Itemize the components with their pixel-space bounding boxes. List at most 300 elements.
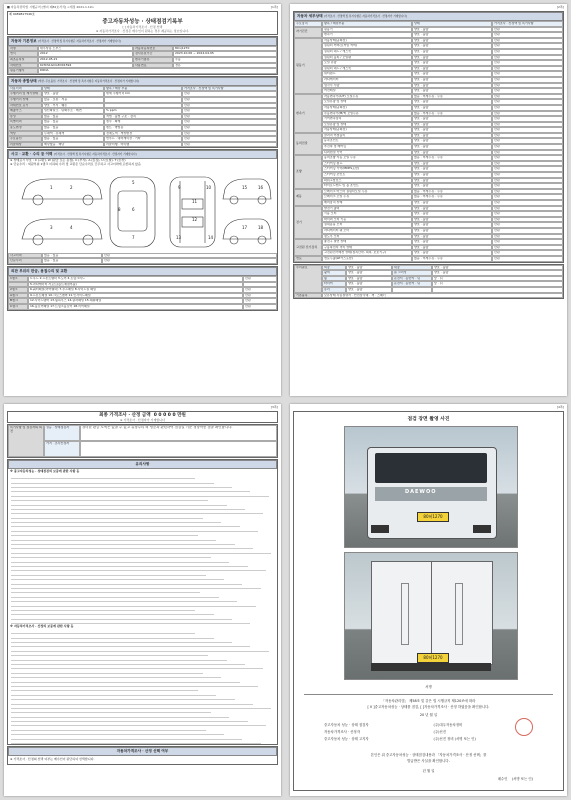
detail-item: 충전구 절연 상태 (322, 239, 412, 245)
detail-item: 디퍼렌셜 기어 (322, 150, 412, 156)
repair-table: 수리필요 외장 양호 · 불량 내장 양호 · 불량 광택 양호 · 불량 룸 크리닝 양호 · 불량 휠 양호 · 불량 운전석 · 동반석 · 뒤 앞 · 뒤 타이어 양호 · 불량 운전석 · 동반석 · 뒤 앞 · 뒤 유리 양호 · 불량 기본품목 보유상태 사용설명서 · 안전삼각대 · 잭 · 스패너 (294, 265, 563, 299)
state-status: 일산화탄소 · 탄화수소 · 매연 (42, 108, 104, 114)
detail-price: 만원 (492, 133, 563, 139)
rank-price: 만원 (243, 304, 277, 310)
detail-item: 오일유량 및 상태 (322, 99, 412, 105)
detail-group-name: 변속기 (294, 94, 322, 133)
accident-legend: ※ 상태표시 부호 : X (교환), W (판금 또는 용접), C (부식), A (흠집), U (요철), T (손상) (10, 158, 126, 163)
signer-row (324, 729, 543, 736)
detail-group (294, 206, 563, 240)
part-number-label: 17 (242, 224, 248, 230)
remarks-table: 특기사항 및 점검자의 의견 성능 · 상태점검자 경미한 판금 도색은 있을 수 있고 유상수리 외 성능과 관련하여 점검일 기준 정상작동 점을 확인합니다. 가격 · 조사산정자 (8, 425, 277, 457)
detail-status: 양호 · 불량 (412, 105, 492, 111)
state-item: 주행거리 상태 (8, 97, 42, 103)
rank-price: 만원 (243, 276, 277, 282)
detail-item: 발전기 출력 (322, 206, 412, 212)
detail-status: 양호 · 불량 (412, 60, 492, 66)
detail-status: 양호 · 불량 (412, 27, 492, 33)
part-number-label: 5 (132, 179, 135, 185)
detail-item: 작동상태(공회전) (322, 127, 412, 133)
inspector-remarks: 경미한 판금 도색은 있을 수 있고 유상수리 외 성능과 관련하여 점검일 기준 정상작동 점을 확인합니다. (80, 425, 277, 441)
page-3-sheet (4, 404, 281, 796)
detail-status: 양호 · 불량 (412, 38, 492, 44)
detail-status: 양호 · 불량 (412, 245, 492, 251)
detail-price: 만원 (492, 83, 563, 89)
detail-item: 작동상태(공회전) (322, 38, 412, 44)
detail-status: 양호 · 불량 (412, 150, 492, 156)
detail-item: 라디에이터 팬 모터 (322, 228, 412, 234)
detail-item: 커먼레일 (322, 88, 412, 94)
detail-status: 없음 · 미세누유 · 누유 (412, 155, 492, 161)
state-price: 만원 (182, 142, 277, 148)
state-detail: 현재 주행거리 km (104, 91, 182, 97)
detail-status: 양호 · 불량 (412, 206, 492, 212)
section-overall-state: 자동차 종합상태 (색상, 주요옵션, 가격조사 · 산정액 및 특기사항은 자동차가격조사 · 산정자가 기재합니다) (8, 77, 277, 86)
final-price-title: 최종 가격조사 · 산정 금액 0 0 0 0 0 만원 (99, 413, 186, 418)
rank-label: 2랭크 (8, 287, 28, 293)
detail-item: 브레이크 마스터 실린더오일 누유 (322, 189, 412, 195)
truck-brand-text: DAEWOO (405, 489, 437, 495)
detail-price: 만원 (492, 105, 563, 111)
rank-price: 만원 (243, 293, 277, 299)
detail-status: 양호 · 불량 (412, 66, 492, 72)
detail-status: 양호 · 불량 (412, 183, 492, 189)
detail-group-items (322, 27, 563, 38)
repair-cell: 양호 · 불량 (346, 265, 392, 271)
repair-cell: 앞 · 뒤 (432, 276, 563, 282)
part-number-label: 7 (132, 234, 135, 240)
accident-summary: 사고이력 없음 · 있음 만원 단순수리 없음 · 있음 만원 (8, 253, 277, 264)
detail-state-header: 주요장치 항목 / 해당부품 상태 가격조사 · 산정액 및 특기사항 (294, 21, 563, 27)
detail-price: 만원 (492, 43, 563, 49)
detail-status: 양호 · 불량 (412, 133, 492, 139)
detail-status: 양호 · 불량 (412, 127, 492, 133)
state-detail: 적법 · 불법 구조 · 장치 (104, 114, 182, 120)
section-exchange: 외판 부위의 판금, 용접수리 및 교환 (8, 267, 277, 276)
detail-status: 양호 · 불량 (412, 222, 492, 228)
repair-cell: 양호 · 불량 (346, 287, 392, 293)
detail-group (294, 239, 563, 256)
detail-price: 만원 (492, 94, 563, 100)
detail-price: 만원 (492, 77, 563, 83)
detail-item: 파워고압호스 (322, 178, 412, 184)
car-diagram-svg (10, 169, 275, 251)
detail-status: 양호 · 불량 (412, 83, 492, 89)
detail-group (294, 155, 563, 189)
detail-item: 자동변속기(A/T) 오일누유 (322, 94, 412, 100)
detail-status: 양호 · 불량 (412, 122, 492, 128)
receipt-line-2: 발급받은 사실을 확인합니다. (407, 759, 450, 763)
page-number: [4쪽] (556, 405, 564, 409)
detail-item: 냉각수 수량 (322, 83, 412, 89)
detail-price: 만원 (492, 183, 563, 189)
detail-price: 만원 (492, 122, 563, 128)
detail-item-row (322, 256, 563, 262)
part-number-label: 4 (70, 224, 73, 230)
statement-line-1: 「자동차관리법」 제58조 및 같은 법 시행규칙 제120조에 따라 (381, 699, 476, 703)
detail-status: 양호 · 불량 (412, 49, 492, 55)
detail-group-items (322, 94, 563, 133)
detail-price: 만원 (492, 194, 563, 200)
receipt-date: 년 월 일 (422, 769, 435, 773)
detail-group-items (322, 189, 563, 206)
basic-info-table: 차명 대우상용 노부스 자동차등록번호 80허1270 연식 2012 검사유효기간 2023.10.06 ~ 2024.04.05 최초등록일 2012-05-21 변속기종류 수동 차대번호 KLTCS1GCG3D01594 사용연료 경유 원동기형식 D6DA (8, 46, 277, 74)
detail-price: 만원 (492, 150, 563, 156)
state-status: 없음 · 있음 (42, 136, 104, 142)
footer-text: ※ 가격조사 · 산정의 선택 여부는 매수인이 판단하여 선택합니다. (10, 757, 95, 762)
detail-item: 클러치 어셈블리 (322, 133, 412, 139)
detail-status: 양호 · 불량 (412, 71, 492, 77)
page-4-header (290, 404, 567, 410)
notice-text-line (11, 740, 261, 744)
rank-parts: 16.플로어패널 17.트렁크플로어 18.리어패널 (28, 304, 243, 310)
state-status: 없음 · 있음 (42, 125, 104, 131)
detail-status: 양호 · 불량 (412, 55, 492, 61)
part-number-label: 9 (178, 184, 181, 190)
detail-status: 없음 · 미세누유 · 누유 (412, 94, 492, 100)
detail-status: 양호 · 불량 (412, 32, 492, 38)
rank-label: 1랭크 (8, 276, 28, 282)
part-number-label: 2 (70, 184, 73, 190)
detail-item: 실린더 헤드 / 개스킷 (322, 49, 412, 55)
detail-status: 양호 · 불량 (412, 138, 492, 144)
detail-group (294, 94, 563, 133)
state-detail: 렌트 · 영업용 (104, 125, 182, 131)
signer-name: (주)선진 정비 (서명 또는 인) (433, 737, 476, 741)
detail-item: 워터펌프 (322, 71, 412, 77)
statement-date: 20 년 월 일 (419, 713, 438, 717)
detail-item: 등속조인트 (322, 138, 412, 144)
detail-item: 추진축 및 베어링 (322, 144, 412, 150)
detail-status: 양호 · 불량 (412, 116, 492, 122)
state-item: 주행거리 및 계기상태 (8, 91, 42, 97)
repair-cell: 광택 (322, 270, 346, 276)
truck-front-photo (344, 426, 518, 548)
detail-group-name: 고전원 전기장치 (294, 239, 322, 256)
detail-status: 없음 · 미세누유 · 누유 (412, 256, 492, 262)
page-1-header (4, 4, 281, 10)
detail-price: 만원 (492, 88, 563, 94)
section-accident-history: 사고 · 교환 · 수리 등 이력 (가격조사 · 산정액 및 특기사항은 자동차가격조사 · 산정자가 기재합니다) (8, 150, 277, 159)
detail-price: 만원 (492, 189, 563, 195)
repair-cell: 운전석 · 동반석 · 뒤 (392, 276, 432, 282)
page-title: 중고자동차성능 · 상태점검기록부 (102, 18, 183, 25)
notice-section-1: ※ 중고자동차성능 · 상태점검의 보증에 관한 사항 등 (10, 469, 80, 473)
detail-price: 만원 (492, 222, 563, 228)
detail-status: 양호 · 불량 (412, 211, 492, 217)
state-item: 리콜대상 (8, 142, 42, 148)
detail-group (294, 133, 563, 155)
detail-price: 만원 (492, 71, 563, 77)
repair-cell: 운전석 · 동반석 · 뒤 (392, 281, 432, 287)
part-number-label: 13 (176, 234, 182, 240)
part-number-label: 8 (118, 206, 121, 212)
part-number-label: 12 (192, 216, 198, 222)
repair-cell: 양호 · 불량 (346, 281, 392, 287)
detail-group (294, 256, 563, 262)
signer-list (324, 722, 543, 743)
detail-item: 구동축전지 격리 상태 (322, 245, 412, 251)
state-detail: 침수 · 화재 (104, 119, 182, 125)
rank-price: 만원 (243, 298, 277, 304)
part-number-label: 15 (242, 184, 248, 190)
accident-legend-note: ※ 단순수리 : 외판부위 1랭크 이하의 수리 및 교환은 단순수리로 간주하고 사고이력에 포함하지 않음 (10, 162, 141, 167)
buyer-sign: 매수인 (서명 또는 인) (497, 777, 533, 781)
state-item: 용도변경 (8, 125, 42, 131)
detail-price: 만원 (492, 60, 563, 66)
page-number: [2쪽] (556, 5, 564, 9)
overall-state-table: 사용이력 상태 항목 / 해당 부품 가격조사 · 산정액 및 특기사항 (8, 86, 277, 92)
detail-group-items (322, 256, 563, 262)
detail-group-items (322, 206, 563, 240)
detail-group (294, 38, 563, 94)
signer-name: (주)선진 (433, 730, 446, 734)
detail-group-name: 조향 (294, 155, 322, 189)
signer-role: 중고자동차 성능 · 상태 점검자 (324, 723, 369, 727)
repair-cell: 휠 (322, 276, 346, 282)
footer-title: 자동차가격조사 · 산정 선택 여부 (8, 747, 277, 756)
final-price-note: ※ 가격조사 · 산정자가 기재합니다 (120, 418, 165, 422)
rank-parts: 6.쿼터패널(리어휀더) 7.루프패널 8.사이드실 패널 (28, 287, 243, 293)
detail-price: 만원 (492, 250, 563, 256)
detail-item: 스티어링 기어(MDPS포함) (322, 166, 412, 172)
detail-state-groups (294, 27, 563, 262)
detail-status: 양호 · 불량 (412, 172, 492, 178)
detail-status: 양호 · 불량 (412, 99, 492, 105)
detail-item: 실내송풍 모터 (322, 222, 412, 228)
detail-price: 만원 (492, 228, 563, 234)
detail-group-items (322, 155, 563, 189)
license-plate-rear: 80허1270 (417, 653, 449, 663)
detail-item: 실린더 커버(로커암 커버) (322, 43, 412, 49)
statement-line-2: [ V ]중고자동차성능 · 상태를 점검, [ ]자동차가격조사 · 산정 하였음을 확인합니다. (367, 705, 490, 709)
detail-item: 연료누출(LP가스포함) (322, 256, 412, 262)
detail-group-name: 전기 (294, 206, 322, 240)
notice-section-2: ※ 자동차가격조사 · 산정의 보증에 관한 사항 등 (10, 624, 74, 629)
detail-status: 양호 · 불량 (412, 217, 492, 223)
state-status: 많음 · 보통 · 적음 (42, 97, 104, 103)
detail-status: 양호 · 불량 (412, 228, 492, 234)
detail-item: 타이로드엔드 및 볼 조인트 (322, 183, 412, 189)
detail-item: 수동변속기(M/T) 오일누유 (322, 111, 412, 117)
detail-status: 양호 · 불량 (412, 43, 492, 49)
state-price: 만원 (182, 136, 277, 142)
detail-group-name: 동력전달 (294, 133, 322, 155)
detail-group (294, 189, 563, 206)
rank-price: 만원 (243, 287, 277, 293)
detail-price: 만원 (492, 155, 563, 161)
detail-item: 오일 유량 (322, 60, 412, 66)
state-detail: % ppm (104, 108, 182, 114)
detail-status: 양호 · 불량 (412, 161, 492, 167)
document-number: 제 9489817546호 (9, 12, 35, 16)
repair-cell: 앞 · 뒤 (432, 281, 563, 287)
part-number-label: 10 (206, 184, 212, 190)
detail-group-name: 원동기 (294, 38, 322, 94)
detail-price: 만원 (492, 211, 563, 217)
detail-item: 작동상태(공회전) (322, 105, 412, 111)
detail-item: 실린더 블록 / 오일팬 (322, 55, 412, 61)
detail-item: 시동 모터 (322, 211, 412, 217)
detail-status: 양호 · 불량 (412, 166, 492, 172)
detail-item: 라디에이터 (322, 77, 412, 83)
detail-status: 양호 · 불량 (412, 77, 492, 83)
detail-price: 만원 (492, 27, 563, 33)
rank-label: C랭크 (8, 304, 28, 310)
detail-price: 만원 (492, 111, 563, 117)
detail-status: 양호 · 불량 (412, 239, 492, 245)
page-4-sheet (290, 404, 567, 796)
signer-row (324, 736, 543, 743)
detail-price: 만원 (492, 206, 563, 212)
part-number-label: 3 (50, 224, 53, 230)
detail-item: 배력장치 상태 (322, 200, 412, 206)
rank-parts: 9.프론트패널 10.크로스멤버 11.인사이드패널 (28, 293, 243, 299)
state-item: 주요옵션 (8, 136, 42, 142)
truck-rear-photo (344, 552, 518, 680)
state-price: 만원 (182, 131, 277, 137)
notice-body-2 (8, 630, 277, 744)
car-diagram (10, 169, 275, 251)
detail-price: 만원 (492, 32, 563, 38)
repair-cell: 타이어 (322, 281, 346, 287)
detail-item: 와이퍼 모터 기능 (322, 217, 412, 223)
state-item: 배출가스 (8, 108, 42, 114)
notice-title: 유의사항 (8, 460, 277, 469)
form-reference: ■ 자동차관리법 시행규칙 [별지 제82호서식] <개정 2021.1.19> (7, 5, 95, 9)
license-plate-front: 80허1270 (417, 512, 449, 522)
detail-price: 만원 (492, 256, 563, 262)
repair-cell: 양호 · 불량 (346, 270, 392, 276)
part-number-label: 14 (208, 234, 214, 240)
part-number-label: 11 (192, 198, 198, 204)
state-price: 만원 (182, 125, 277, 131)
state-detail: 리콜이행 · 미이행 (104, 142, 182, 148)
detail-group-name: 제동 (294, 189, 322, 206)
detail-price: 만원 (492, 161, 563, 167)
signer-name: (주)대우자동차정비 (433, 723, 463, 727)
detail-price: 만원 (492, 99, 563, 105)
state-item: 차대번호 표기 (8, 103, 42, 109)
rank-parts: 12.사이드멤버 13.휠하우스 14.필러패널 15.대쉬패널 (28, 298, 243, 304)
signer-role: 자동차가격조사 · 산정자 (324, 730, 360, 734)
part-number-label: 1 (50, 184, 53, 190)
section-detail-state: 자동차 세부상태 (가격조사 · 산정액 및 특기사항은 자동차가격조사 · 산정자가 기재합니다) (294, 12, 563, 21)
detail-item: 동력조향 작동 오일 누유 (322, 155, 412, 161)
state-item: 색상 (8, 131, 42, 137)
rank-parts: 5.라디에이터 서포트(볼트체결부품) (28, 282, 243, 288)
detail-item: 실린더 헤드 / 개스킷 (322, 66, 412, 72)
detail-status: 양호 · 불량 (412, 178, 492, 184)
detail-status: 양호 · 불량 (412, 200, 492, 206)
detail-status: 없음 · 미세누유 · 누유 (412, 111, 492, 117)
detail-item: 스티어링 조인트 (322, 172, 412, 178)
title-note: ※ 자동차가격조사 · 산정은 매수인이 원하는 경우 제공하는 정보입니다. (95, 28, 190, 33)
state-price: 만원 (182, 91, 277, 97)
detail-price: 만원 (492, 66, 563, 72)
title-checkbox: [ ] 자동차가격조사 · 산정 선택 (122, 24, 163, 29)
detail-price: 만원 (492, 172, 563, 178)
detail-group-items (322, 38, 563, 94)
repair-cell: 양호 · 불량 (432, 270, 563, 276)
detail-item: 스티어링 펌프 (322, 161, 412, 167)
detail-status: 양호 · 불량 (412, 88, 492, 94)
section-basic-info: 자동차 기본정보 (가격조사 · 산정액 및 특기사항은 자동차가격조사 · 산정자가 기재합니다) (8, 37, 277, 46)
detail-price: 만원 (492, 200, 563, 206)
state-detail: 썬루프 · 네비게이션 · 기타 (104, 136, 182, 142)
rank-row (8, 304, 277, 310)
final-price-value: 0 0 0 0 0 만원 (153, 413, 186, 418)
state-price: 만원 (182, 119, 277, 125)
state-status: 양호 · 부식 · 훼손 (42, 103, 104, 109)
detail-price: 만원 (492, 49, 563, 55)
detail-group-items (322, 239, 563, 256)
detail-item: 윈도우 모터 (322, 234, 412, 240)
detail-price: 만원 (492, 217, 563, 223)
page-2-header (290, 4, 567, 10)
detail-item: 고전원전기배선 상태(접속단자, 피복, 보호기구) (322, 250, 412, 256)
detail-status: 양호 · 불량 (412, 234, 492, 240)
state-price: 만원 (182, 97, 277, 103)
page-number: [1쪽] (270, 5, 278, 9)
part-number-label: 16 (258, 184, 264, 190)
state-item: 특별이력 (8, 119, 42, 125)
detail-item: 브레이크 오일 누유 (322, 194, 412, 200)
state-price: 만원 (182, 108, 277, 114)
detail-item: 원동기 (322, 27, 412, 33)
detail-group-name: 연료 (294, 256, 322, 262)
detail-price: 만원 (492, 178, 563, 184)
rank-parts: 1.후드 2.프론트휀더 3.도어 4.트렁크리드 (28, 276, 243, 282)
receipt-line-1: 본인은 위 중고자동차성능 · 상태점검내용과 「자동차가격조사 · 산정 선택」를 (370, 753, 487, 757)
state-detail: 전체도색 · 색상변경 (104, 131, 182, 137)
rank-rows (8, 276, 277, 310)
detail-price: 만원 (492, 127, 563, 133)
state-status: 양호 · 불량 (42, 91, 104, 97)
notice-body-1 (8, 475, 277, 624)
overall-state-rows (8, 91, 277, 147)
detail-price: 만원 (492, 239, 563, 245)
repair-cell: 양호 · 불량 (432, 265, 563, 271)
state-row (8, 142, 277, 148)
detail-price: 만원 (492, 245, 563, 251)
rank-label: A랭크 (8, 293, 28, 299)
page-3-header (4, 404, 281, 410)
part-number-label: 18 (258, 224, 264, 230)
signer-row (324, 722, 543, 729)
detail-group (294, 27, 563, 38)
state-price: 만원 (182, 114, 277, 120)
detail-group-items (322, 133, 563, 155)
page-2-sheet (290, 4, 567, 396)
signer-role: 중고자동차 성능 · 상태 고지자 (324, 737, 369, 741)
detail-price: 만원 (492, 138, 563, 144)
detail-item: 기어변속장치 (322, 116, 412, 122)
detail-price: 만원 (492, 166, 563, 172)
detail-price: 만원 (492, 116, 563, 122)
rank-label: B랭크 (8, 298, 28, 304)
repair-cell: 내장 (392, 265, 432, 271)
company-seal (515, 718, 533, 736)
detail-status: 양호 · 불량 (412, 144, 492, 150)
sign-label: 서명 (425, 685, 432, 689)
state-status: 무채색 · 유채색 (42, 131, 104, 137)
detail-status: 없음 · 미세누유 · 누유 (412, 189, 492, 195)
repair-cell: 양호 · 불량 (346, 276, 392, 282)
detail-price: 만원 (492, 38, 563, 44)
detail-group-name: 자기진단 (294, 27, 322, 38)
detail-status: 양호 · 불량 (412, 250, 492, 256)
